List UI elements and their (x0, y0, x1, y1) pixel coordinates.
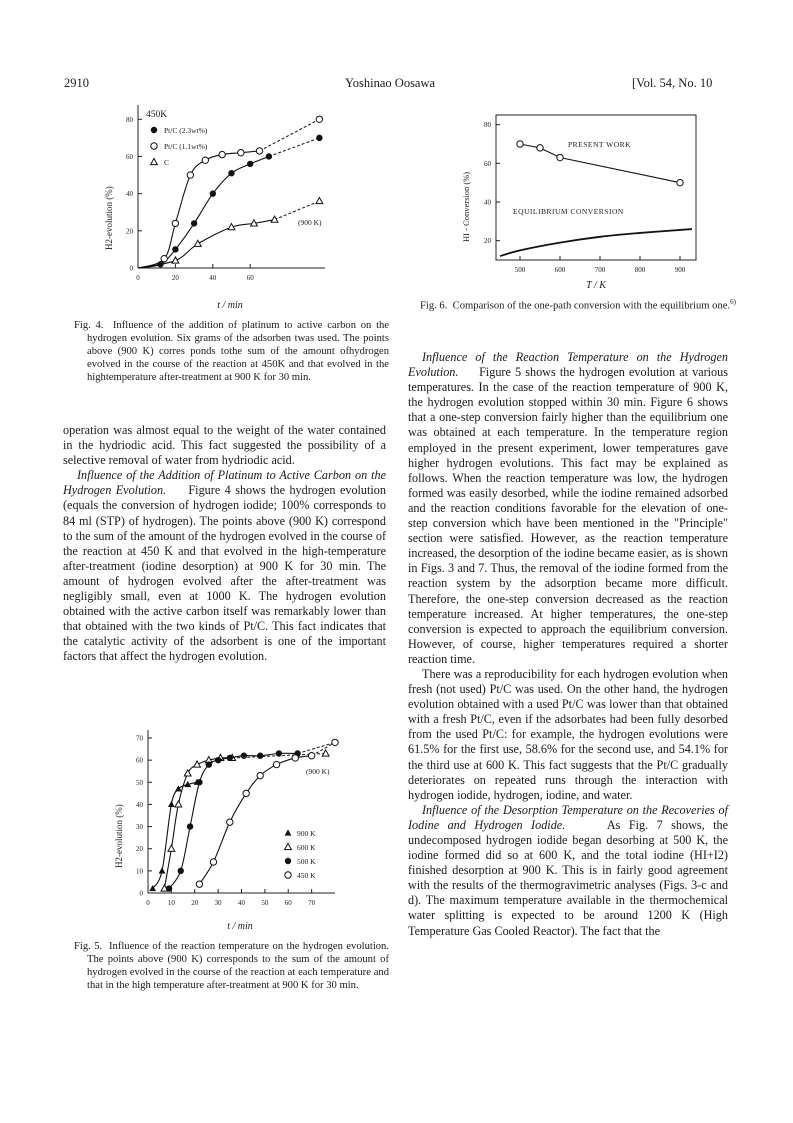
y-tick-label: 20 (126, 227, 133, 236)
data-point (166, 885, 172, 891)
data-point (187, 172, 193, 178)
data-point (196, 779, 202, 785)
data-point (257, 753, 263, 759)
data-point (557, 154, 563, 160)
data-point (219, 151, 225, 157)
y-tick-label: 0 (129, 264, 133, 273)
x-tick-label: 900 (674, 266, 686, 274)
fig4-section-heading: Influence of the Addition of Platinum to Active Carbon on the Hydrogen Evolution. (63, 468, 386, 498)
data-point (677, 179, 683, 185)
legend-label: 900 K (297, 829, 316, 838)
fig4-caption-text: Influence of the addition of platinum to active carbon on the hydrogen evolution. Six grams of the adsorben twas used. The points above (900 K) corres ponds tothe sum of the amount ofhydrogen evolved in the course of the reaction at 450K and that evolved in the hightemperature after-treatment at 900 K for 30 min. (87, 320, 390, 383)
data-point (168, 845, 175, 851)
x-tick-label: 10 (167, 899, 175, 907)
data-point (159, 867, 166, 873)
data-point (187, 823, 193, 829)
x-tick-label: 50 (261, 899, 269, 907)
series-line (520, 144, 680, 183)
figure-6-chart (456, 110, 706, 300)
fig6-caption-label: Fig. 6. (420, 300, 448, 312)
x-tick-label: 60 (284, 899, 292, 907)
right-column-text (408, 350, 728, 939)
data-point (202, 157, 208, 163)
data-point (256, 148, 262, 154)
fig4-title: 450K (146, 110, 168, 120)
figure-6-caption (420, 296, 738, 313)
y-tick-label: 20 (484, 237, 491, 246)
data-point (210, 190, 216, 196)
fig6-caption-text: Comparison of the one-path conversion with the equilibrium one. (452, 300, 731, 312)
x-tick-label: 30 (214, 899, 222, 907)
data-point (194, 240, 201, 246)
x-tick-label: 40 (238, 899, 245, 907)
data-point (228, 170, 234, 176)
fig6-caption-ref: 6) (730, 298, 736, 306)
x-tick-label: 70 (308, 899, 316, 907)
fig5-section-text: Figure 5 shows the hydrogen evolution at various temperatures. In the case of the reaction temperature of 900 K, the hydrogen evolution stopped within 30 min. Figure 6 shows that a one-step conversion fairly higher than the equilibrium one was obtained at each temperature. In the temperature region employed in the present experiment, lower temperatures gave higher hydrogen evolutions. This fact may be explained as follows. When the reaction temperature was low, the hydrogen formed was easily desorbed, while the iodine remained adsorbed and the reaction conditions favorable for the elevation of one-step conversion which have been mentioned in the "Principle" section were satisfied. However, as the reaction temperature increased, the desorption of the iodine became easier, as is shown in Figs. 3 and 7. Thus, the removal of the iodine formed from the reaction system by the adsorption became more difficult. Therefore, the one-step conversion decreased as the reaction temperature increased. At higher temperatures, the one-step conversion is expected to approach the equilibrium conversion. However, of course, higher temperatures required a shorter reaction time. (408, 365, 728, 666)
data-point (273, 761, 279, 767)
fig7-section-text: As Fig. 7 shows, the undecomposed hydrogen iodide began desorbing at 500 K, the iodine formed did so at 600 K, and the total iodine (HI+I2) finished desorption at 900 K. This is in fairly good agreement with the results of the thermogravimetric analyses (Figs. 3-c and d). The maximum temperature available in the thermochemical water splitting is expected to be around 1200 K (High Temperature Gas Cooled Reactor). The fact that the (408, 817, 729, 938)
fig5-xlabel: t / min (227, 921, 253, 932)
fig4-section-text: Figure 4 shows the hydrogen evolution (equals the conversion of hydrogen iodide; 100% corresponds to 84 ml (STP) of hydrogen). The points above (900 K) correspond to the sum of the amount of the hydrogen evolved in the course of the reaction at 450 K and that evolved in the high-temperature after-treatment (iodine desorption) at 900 K for 30 min. The amount of hydrogen evolved after the after-treatment was negligibly small, even at 1000 K. The hydrogen evolution obtained with the active carbon itself was remarkably lower than that obtained with the two kinds of Pt/C. This fact indicates that the catalytic activity of the adsorbent is one of the important factors that affect the hydrogen evolution. (63, 483, 386, 664)
data-point (196, 881, 202, 887)
fig4-annotation: (900 K) (298, 218, 322, 227)
left-paragraph-2 (63, 468, 386, 664)
data-point (537, 145, 543, 151)
y-tick-label: 40 (136, 800, 143, 809)
legend-label: 500 K (297, 857, 316, 866)
data-point (316, 135, 322, 141)
figure-5-chart (110, 718, 370, 933)
data-point (161, 256, 167, 262)
legend-label: Pt/C (1.1wt%) (164, 142, 208, 151)
present-work-label: PRESENT WORK (568, 140, 632, 149)
right-paragraph-2: There was a reproducibility for each hydrogen evolution when fresh (not used) Pt/C was used. On the other hand, the hydrogen evolution obtained with a used Pt/C was lower than that obtained with a fresh Pt/C, even if the adsorbates had been fully desorbed from the used Pt/C: for example, the hydrogen evolutions were 61.5% for the first use, 58.6% for the second use, and 54.1% for the third use at 600 K. This fact suggests that the Pt/C gradually deteriorates on repeated runs through the interaction with hydrogen iodide, hydrogen, iodine, and water. (408, 666, 728, 802)
x-tick-label: 20 (191, 899, 199, 907)
legend-label: 450 K (297, 871, 316, 880)
data-point (215, 757, 221, 763)
data-point (316, 116, 322, 122)
data-point (227, 819, 233, 825)
data-point (292, 755, 298, 761)
figure-4-caption (74, 319, 389, 384)
data-point (194, 761, 201, 767)
left-column-text (63, 423, 386, 665)
data-point (184, 770, 191, 776)
legend-marker (285, 829, 292, 835)
right-paragraph-3 (408, 803, 728, 939)
data-point (172, 257, 179, 263)
series-dashed-line (269, 138, 319, 157)
data-point (175, 785, 182, 791)
series-line (138, 151, 260, 268)
y-tick-label: 80 (126, 115, 133, 124)
journal-volume: [Vol. 54, No. 10 (632, 76, 713, 90)
data-point (247, 161, 253, 167)
fig5-caption-text: Influence of the reaction temperature on the hydrogen evolution. The points above (900 K) corresponds to the sum of the amount of hydrogen evolved in the course of the reaction at each temperature and that in the high temperature after-treatment at 900 K for 30 min. (87, 941, 390, 991)
series-dashed-line (260, 119, 320, 151)
data-point (332, 739, 338, 745)
fig5-annotation: (900 K) (306, 767, 330, 776)
fig7-section-heading: Influence of the Desorption Temperature on the Recoveries of Iodine and Hydrogen Iodide. (408, 802, 728, 832)
page-number: 2910 (64, 76, 89, 90)
x-tick-label: 800 (634, 266, 646, 274)
legend-marker (285, 858, 291, 864)
series-dashed-line (298, 742, 335, 753)
legend-marker (151, 143, 157, 149)
legend-marker (285, 872, 291, 878)
y-tick-label: 60 (484, 159, 491, 168)
y-tick-label: 50 (136, 778, 143, 787)
legend-marker (151, 158, 158, 164)
series-line (500, 229, 692, 256)
data-point (243, 790, 249, 796)
data-point (266, 153, 272, 159)
left-paragraph-1: operation was almost equal to the weight of the water contained in the hydriodic acid. This fact suggested the possibility of a selective removal of water from hydriodic acid. (63, 423, 386, 468)
data-point (172, 246, 178, 252)
data-point (322, 750, 329, 756)
y-tick-label: 30 (136, 823, 143, 832)
fig5-caption-label: Fig. 5. (74, 941, 103, 952)
figure-4-chart (100, 100, 360, 315)
data-point (276, 750, 282, 756)
x-tick-label: 0 (136, 274, 140, 282)
y-tick-label: 40 (484, 198, 491, 207)
x-tick-label: 500 (514, 266, 526, 274)
data-point (168, 801, 175, 807)
data-point (241, 753, 247, 759)
equilibrium-conversion-label: EQUILIBRIUM CONVERSION (513, 207, 624, 216)
fig4-xlabel: t / min (217, 300, 243, 311)
x-tick-label: 20 (171, 274, 179, 282)
y-tick-label: 80 (484, 121, 491, 130)
data-point (517, 141, 523, 147)
data-point (210, 859, 216, 865)
right-paragraph-1 (408, 350, 728, 667)
fig5-section-heading: Influence of the Reaction Temperature on the Hydrogen Evolution. (408, 350, 728, 380)
x-tick-label: 600 (554, 266, 566, 274)
data-point (227, 755, 233, 761)
data-point (308, 753, 314, 759)
y-tick-label: 20 (136, 845, 143, 854)
fig5-ylabel: H2-evolution (%) (114, 804, 124, 868)
x-tick-label: 0 (146, 899, 150, 907)
legend-label: C (164, 158, 170, 167)
data-point (178, 868, 184, 874)
x-tick-label: 60 (246, 274, 254, 282)
legend-label: Pt/C (2.3wt%) (164, 126, 208, 135)
x-tick-label: 40 (209, 274, 217, 282)
figure-5-caption (74, 940, 389, 992)
fig4-ylabel: H2-evolution (%) (104, 186, 114, 250)
series-line (138, 156, 269, 268)
data-point (191, 220, 197, 226)
y-tick-label: 10 (136, 867, 143, 876)
fig6-xlabel: T / K (586, 280, 606, 291)
legend-label: 600 K (297, 843, 316, 852)
x-tick-label: 700 (594, 266, 606, 274)
running-author: Yoshinao Oosawa (345, 76, 436, 90)
y-tick-label: 70 (136, 734, 143, 743)
legend-marker (285, 843, 292, 849)
series-line (199, 756, 311, 884)
data-point (206, 761, 212, 767)
data-point (238, 150, 244, 156)
y-tick-label: 60 (136, 756, 143, 765)
data-point (175, 801, 182, 807)
fig6-ylabel: HI - Conversion (%) (461, 171, 471, 242)
series-line (164, 758, 232, 889)
y-tick-label: 40 (126, 190, 133, 199)
series-dashed-line (275, 201, 320, 220)
fig4-caption-label: Fig. 4. (74, 320, 104, 331)
data-point (316, 197, 323, 203)
series-line (138, 220, 275, 268)
data-point (257, 772, 263, 778)
y-tick-label: 60 (126, 152, 133, 161)
legend-marker (151, 127, 157, 133)
y-tick-label: 0 (139, 889, 143, 898)
data-point (172, 220, 178, 226)
